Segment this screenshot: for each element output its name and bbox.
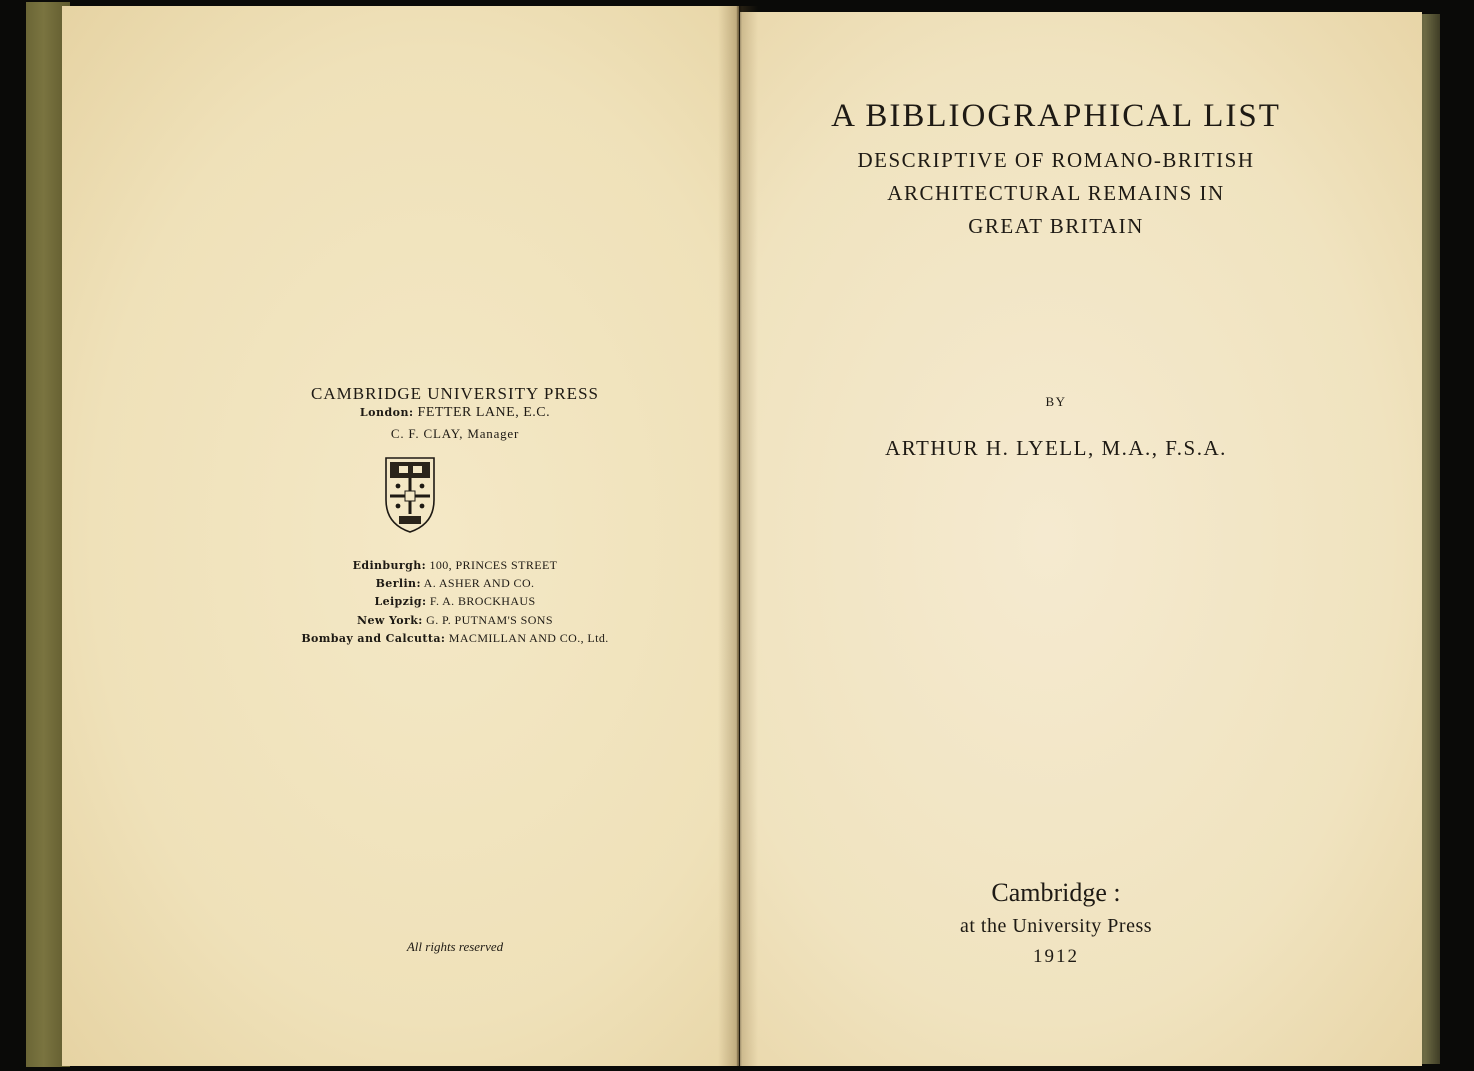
left-page — [62, 6, 739, 1066]
author-name: ARTHUR H. LYELL, M.A., F.S.A. — [885, 436, 1227, 460]
book-subtitle-line: DESCRIPTIVE OF ROMANO-BRITISH — [857, 148, 1255, 172]
publisher-place: Cambridge : — [991, 878, 1121, 907]
branch-new-york — [200, 613, 710, 628]
rights-notice: All rights reserved — [406, 939, 504, 954]
university-arms-icon — [384, 456, 436, 534]
branch-city: Edinburgh: — [352, 559, 427, 572]
branch-address: G. P. PUTNAM'S SONS — [426, 613, 553, 627]
branch-address: F. A. BROCKHAUS — [429, 594, 536, 608]
imprint-manager: C. F. CLAY, Manager — [390, 426, 520, 441]
book-title: A BIBLIOGRAPHICAL LIST — [831, 98, 1281, 134]
by-label: BY — [1045, 394, 1067, 409]
branch-address: MACMILLAN AND CO., Ltd. — [448, 631, 609, 645]
branch-city: Berlin: — [375, 577, 421, 590]
publisher-name: at the University Press — [959, 915, 1153, 937]
imprint-london-line — [200, 405, 710, 421]
branch-address: 100, PRINCES STREET — [429, 558, 558, 572]
book-subtitle-line: ARCHITECTURAL REMAINS IN — [887, 181, 1225, 205]
branch-bombay-calcutta — [200, 631, 710, 646]
branch-city: Leipzig: — [374, 595, 427, 608]
branch-berlin — [200, 576, 710, 591]
imprint-press-name: CAMBRIDGE UNIVERSITY PRESS — [311, 384, 599, 403]
publication-year: 1912 — [1033, 946, 1079, 967]
imprint-london-address: FETTER LANE, E.C. — [417, 405, 551, 420]
branch-address: A. ASHER AND CO. — [423, 576, 535, 590]
branch-leipzig — [200, 594, 710, 609]
branch-city: Bombay and Calcutta: — [301, 632, 446, 645]
imprint-london-label: London: — [359, 406, 414, 419]
book-subtitle-line: GREAT BRITAIN — [968, 214, 1144, 238]
branch-edinburgh — [200, 558, 710, 573]
branch-city: New York: — [357, 614, 423, 627]
